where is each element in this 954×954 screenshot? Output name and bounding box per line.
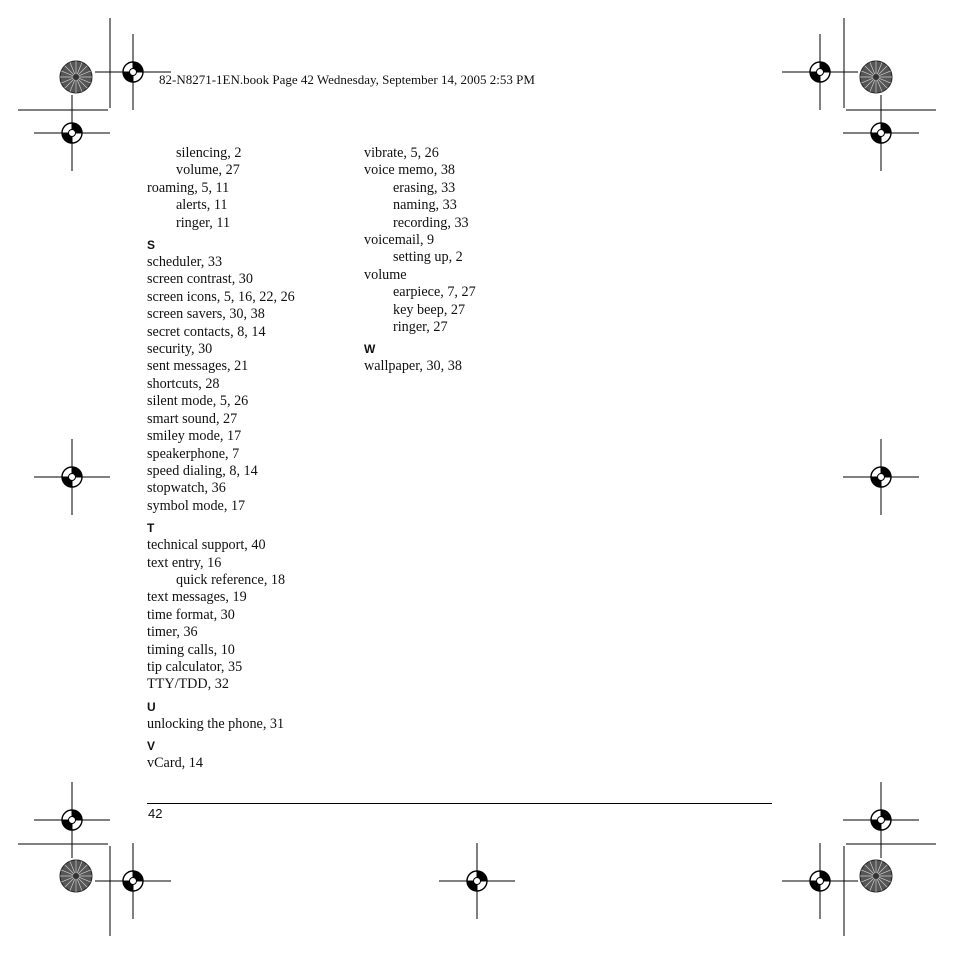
index-subentry: alerts, 11 bbox=[176, 197, 228, 214]
index-subentry: erasing, 33 bbox=[393, 179, 456, 196]
index-entry: screen contrast, 30 bbox=[147, 271, 253, 288]
index-entry: voice memo, 38 bbox=[364, 162, 456, 179]
index-subentry: silencing, 2 bbox=[176, 145, 242, 161]
index-section-letter: S bbox=[147, 238, 156, 253]
index-section-letter: U bbox=[147, 699, 156, 714]
footer-rule bbox=[147, 803, 772, 804]
index-section-letter: V bbox=[147, 739, 156, 754]
index-column-right bbox=[364, 145, 584, 376]
index-subentry: setting up, 2 bbox=[393, 249, 463, 266]
index-subentry: recording, 33 bbox=[393, 214, 469, 231]
index-subentry: key beep, 27 bbox=[393, 301, 466, 318]
index-entry: unlocking the phone, 31 bbox=[147, 715, 285, 732]
index-entry: text messages, 19 bbox=[147, 589, 247, 606]
index-entry: tip calculator, 35 bbox=[147, 658, 243, 675]
index-entry: stopwatch, 36 bbox=[147, 480, 226, 497]
index-entry: scheduler, 33 bbox=[147, 254, 223, 271]
index-entry: timing calls, 10 bbox=[147, 641, 235, 658]
index-subentry: ringer, 27 bbox=[393, 319, 448, 336]
index-entry: vibrate, 5, 26 bbox=[364, 145, 439, 161]
index-entry: voicemail, 9 bbox=[364, 232, 435, 249]
index-entry: time format, 30 bbox=[147, 606, 235, 623]
index-entry: speed dialing, 8, 14 bbox=[147, 462, 258, 479]
index-entry: TTY/TDD, 32 bbox=[147, 676, 229, 693]
index-entry: shortcuts, 28 bbox=[147, 375, 220, 392]
index-subentry: naming, 33 bbox=[393, 197, 457, 214]
index-entry: wallpaper, 30, 38 bbox=[364, 358, 462, 375]
index-subentry: earpiece, 7, 27 bbox=[393, 284, 476, 301]
page-number: 42 bbox=[148, 806, 163, 821]
index-entry: vCard, 14 bbox=[147, 755, 203, 772]
book-header: 82-N8271-1EN.book Page 42 Wednesday, September 14, 2005 2:53 PM bbox=[159, 72, 535, 87]
index-section-letter: T bbox=[147, 521, 155, 536]
index-entry: text entry, 16 bbox=[147, 554, 222, 571]
index-entry: security, 30 bbox=[147, 341, 213, 358]
index-section-letter: W bbox=[364, 342, 376, 357]
index-entry: symbol mode, 17 bbox=[147, 497, 246, 514]
index-entry: secret contacts, 8, 14 bbox=[147, 323, 266, 340]
index-entry: sent messages, 21 bbox=[147, 358, 249, 375]
index-entry: technical support, 40 bbox=[147, 537, 266, 554]
index-entry: roaming, 5, 11 bbox=[147, 179, 230, 196]
index-column-left bbox=[147, 145, 347, 773]
index-entry: screen icons, 5, 16, 22, 26 bbox=[147, 288, 295, 305]
index-entry: timer, 36 bbox=[147, 624, 198, 641]
index-entry: speakerphone, 7 bbox=[147, 445, 240, 462]
index-subentry: ringer, 11 bbox=[176, 214, 231, 231]
index-subentry: volume, 27 bbox=[176, 162, 240, 179]
index-entry: silent mode, 5, 26 bbox=[147, 393, 249, 410]
index-subentry: quick reference, 18 bbox=[176, 571, 286, 588]
index-entry: volume bbox=[364, 266, 407, 283]
index-entry: screen savers, 30, 38 bbox=[147, 306, 265, 323]
index-entry: smart sound, 27 bbox=[147, 410, 238, 427]
index-entry: smiley mode, 17 bbox=[147, 428, 242, 445]
